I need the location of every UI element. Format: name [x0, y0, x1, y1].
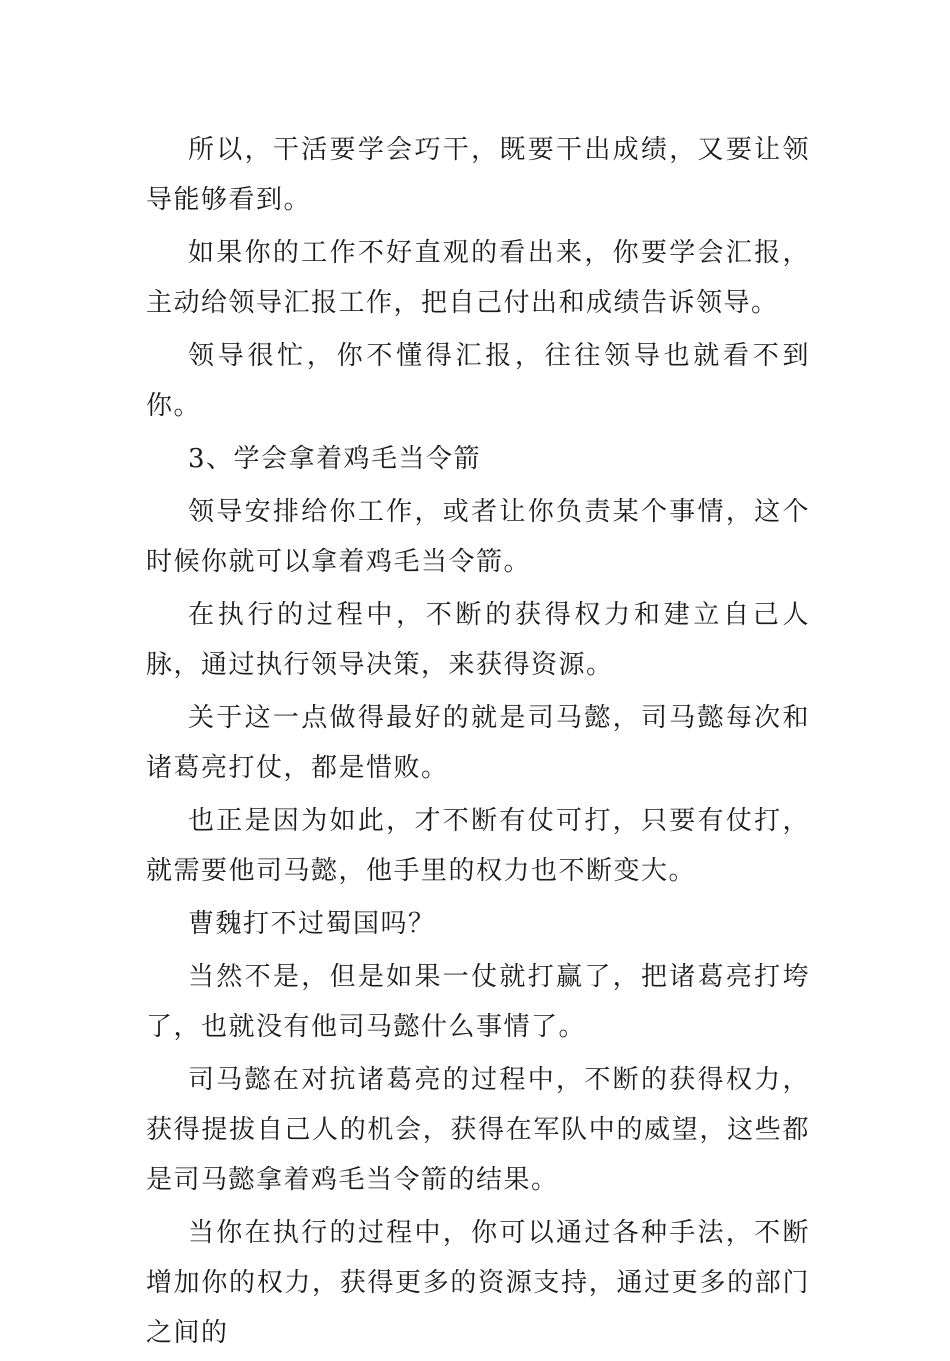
paragraph-5: 领导安排给你工作，或者让你负责某个事情，这个时候你就可以拿着鸡毛当令箭。	[146, 497, 810, 577]
paragraph-1: 所以，干活要学会巧干，既要干出成绩，又要让领导能够看到。	[146, 135, 810, 215]
paragraph-10: 当然不是，但是如果一仗就打赢了，把诸葛亮打垮了，也就没有他司马懿什么事情了。	[146, 962, 810, 1042]
paragraph-9: 曹魏打不过蜀国吗？	[188, 909, 436, 939]
paragraph-8: 也正是因为如此，才不断有仗可打，只要有仗打，就需要他司马懿，他手里的权力也不断变大。	[146, 806, 810, 886]
section-heading: 3、学会拿着鸡毛当令箭	[188, 444, 482, 474]
paragraph-12: 当你在执行的过程中，你可以通过各种手法，不断增加你的权力，获得更多的资源支持，通过更多的部门之间的	[146, 1218, 810, 1348]
document-body	[146, 125, 810, 1361]
paragraph-2: 如果你的工作不好直观的看出来，你要学会汇报，主动给领导汇报工作，把自己付出和成绩告诉领导。	[146, 238, 810, 318]
paragraph-6: 在执行的过程中，不断的获得权力和建立自己人脉，通过执行领导决策，来获得资源。	[146, 600, 810, 680]
paragraph-11: 司马懿在对抗诸葛亮的过程中，不断的获得权力，获得提拔自己人的机会，获得在军队中的威望，这些都是司马懿拿着鸡毛当令箭的结果。	[146, 1065, 810, 1195]
paragraph-3: 领导很忙，你不懂得汇报，往往领导也就看不到你。	[146, 341, 810, 421]
paragraph-7: 关于这一点做得最好的就是司马懿，司马懿每次和诸葛亮打仗，都是惜败。	[146, 703, 810, 783]
